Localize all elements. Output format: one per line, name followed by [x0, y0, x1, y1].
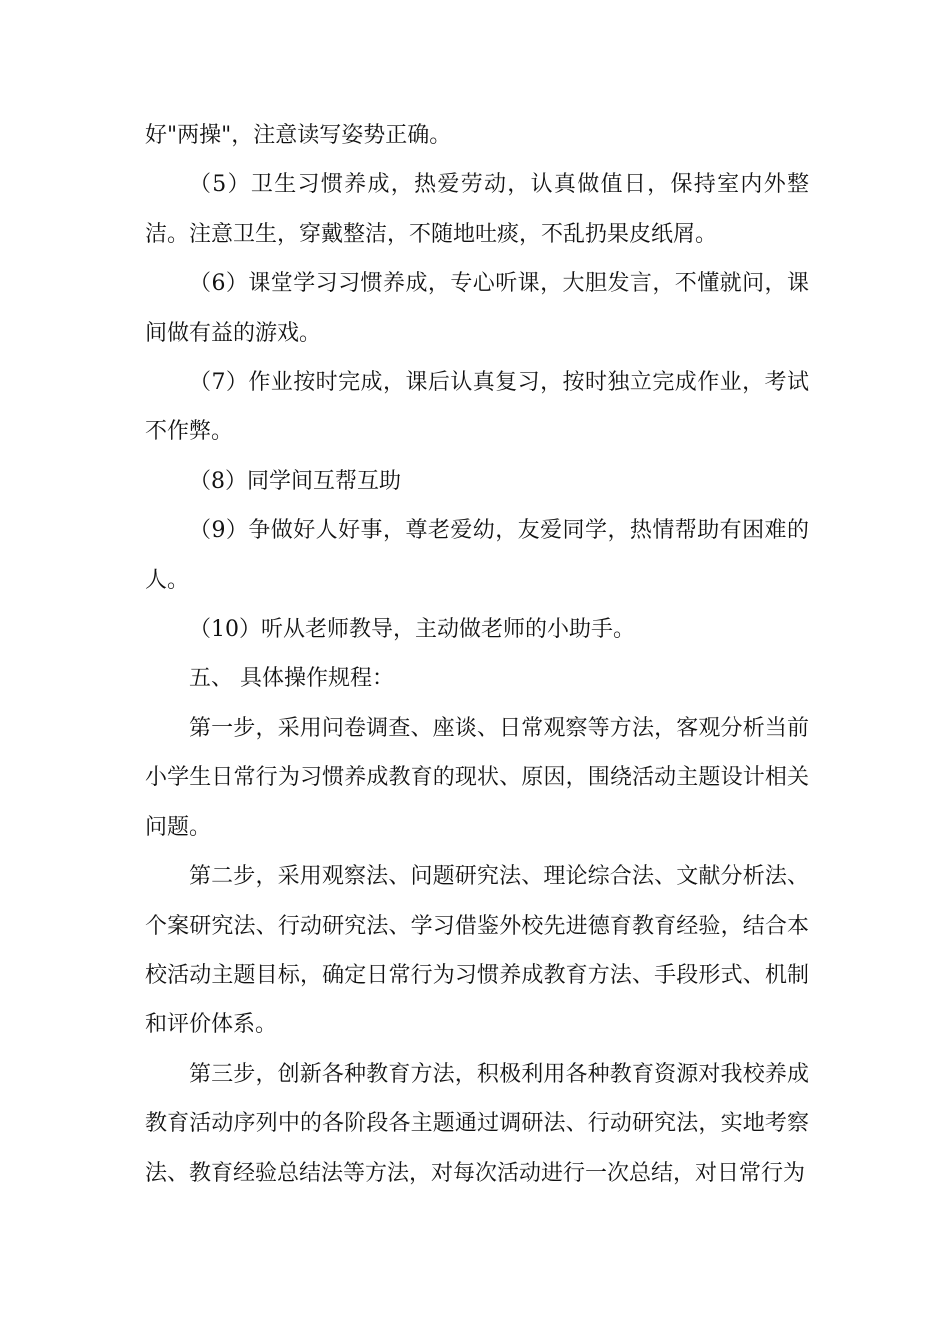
paragraph-step-2: 第二步，采用观察法、问题研究法、理论综合法、文献分析法、个案研究法、行动研究法、学习借鉴外校先进德育教育经验，结合本校活动主题目标，确定日常行为习惯养成教育方法、手段形式、机制和评价体系。	[145, 864, 809, 1038]
paragraph-item-7: （7）作业按时完成，课后认真复习，按时独立完成作业，考试不作弊。	[145, 370, 809, 445]
paragraph-item-8: （8）同学间互帮互助	[189, 468, 401, 494]
paragraph-item-9: （9）争做好人好事，尊老爱幼，友爱同学，热情帮助有困难的人。	[145, 518, 809, 593]
paragraph-item-10: （10）听从老师教导，主动做老师的小助手。	[189, 617, 635, 643]
paragraph-step-3: 第三步，创新各种教育方法，积极利用各种教育资源对我校养成教育活动序列中的各阶段各主题通过调研法、行动研究法，实地考察法、教育经验总结法等方法，对每次活动进行一次总结，对日常行为	[145, 1061, 809, 1186]
document-body	[145, 111, 809, 1198]
paragraph-item-6: （6）课堂学习习惯养成，专心听课，大胆发言，不懂就问，课间做有益的游戏。	[145, 271, 809, 346]
section-heading-5: 五、 具体操作规程：	[189, 666, 394, 692]
paragraph-item-5: （5）卫生习惯养成，热爱劳动，认真做值日，保持室内外整洁。注意卫生，穿戴整洁，不随地吐痰，不乱扔果皮纸屑。	[145, 172, 809, 247]
paragraph-step-1: 第一步，采用问卷调查、座谈、日常观察等方法，客观分析当前小学生日常行为习惯养成教育的现状、原因，围绕活动主题设计相关问题。	[145, 715, 809, 840]
paragraph-continuation: 好"两操"，注意读写姿势正确。	[145, 123, 452, 148]
